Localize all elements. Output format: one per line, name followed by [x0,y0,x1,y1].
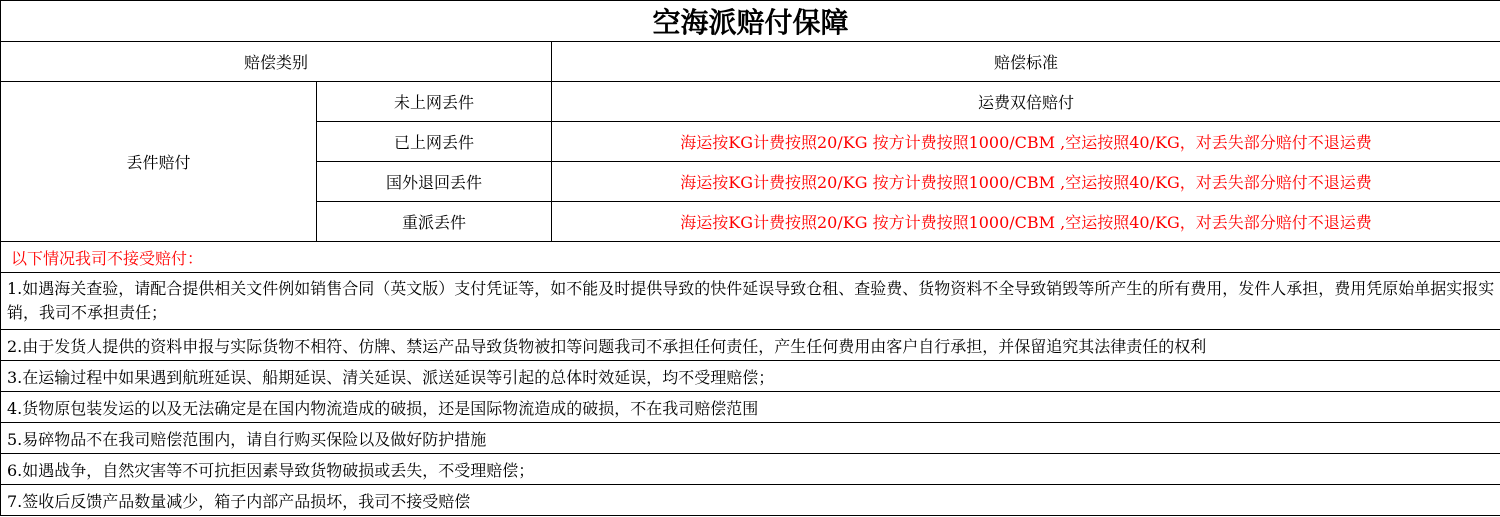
exclusion-item: 6.如遇战争，自然灾害等不可抗拒因素导致货物破损或丢失，不受理赔偿； [1,454,1500,485]
header-category: 赔偿类别 [1,42,552,82]
exclusion-item: 5.易碎物品不在我司赔偿范围内，请自行购买保险以及做好防护措施 [1,423,1500,454]
exclusion-item: 7.签收后反馈产品数量减少，箱子内部产品损坏，我司不接受赔偿 [1,485,1500,516]
lost-category-label: 丢件赔付 [1,82,317,242]
exclusion-item: 3.在运输过程中如果遇到航班延误、船期延误、清关延误、派送延误等引起的总体时效延误，均不受理赔偿； [1,361,1500,392]
page-title: 空海派赔付保障 [1,1,1500,42]
lost-type: 已上网丢件 [317,122,552,162]
lost-standard: 海运按KG计费按照20/KG 按方计费按照1000/CBM ,空运按照40/KG，对丢失部分赔付不退运费 [552,122,1500,162]
lost-standard: 海运按KG计费按照20/KG 按方计费按照1000/CBM ,空运按照40/KG，对丢失部分赔付不退运费 [552,162,1500,202]
exclusion-item: 1.如遇海关查验，请配合提供相关文件例如销售合同（英文版）支付凭证等，如不能及时提供导致的快件延误导致仓租、查验费、货物资料不全导致销毁等所产生的所有费用，发件人承担，费用凭原始单据实报实销，我司不承担责任； [1,273,1500,330]
table-row [1,82,1500,122]
exclusion-notice: 以下情况我司不接受赔付： [1,242,1500,273]
exclusion-item: 4.货物原包装发运的以及无法确定是在国内物流造成的破损，还是国际物流造成的破损，不在我司赔偿范围 [1,392,1500,423]
exclusion-item: 2.由于发货人提供的资料申报与实际货物不相符、仿牌、禁运产品导致货物被扣等问题我司不承担任何责任，产生任何费用由客户自行承担，并保留追究其法律责任的权利 [1,330,1500,361]
lost-type: 重派丢件 [317,202,552,242]
lost-type: 未上网丢件 [317,82,552,122]
header-standard: 赔偿标准 [552,42,1500,82]
lost-type: 国外退回丢件 [317,162,552,202]
lost-standard: 运费双倍赔付 [552,82,1500,122]
lost-standard: 海运按KG计费按照20/KG 按方计费按照1000/CBM ,空运按照40/KG，对丢失部分赔付不退运费 [552,202,1500,242]
